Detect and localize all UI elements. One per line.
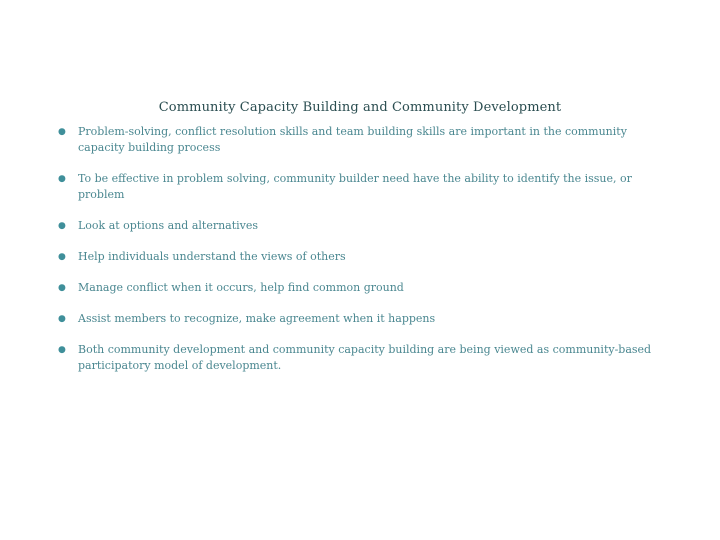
bullet-text: Manage conflict when it occurs, help find common ground: [78, 281, 404, 294]
bullet-text: Problem-solving, conflict resolution skills and team building skills are important in the community capacity building process: [78, 125, 627, 154]
bullet-item: [58, 342, 668, 374]
bullet-item: [58, 171, 668, 203]
bullet-dot-icon: ●: [58, 283, 66, 293]
bullet-text: Help individuals understand the views of others: [78, 250, 346, 263]
bullet-text: Assist members to recognize, make agreement when it happens: [78, 312, 436, 325]
bullet-dot-icon: ●: [58, 127, 66, 137]
bullet-text: To be effective in problem solving, community builder need have the ability to identify the issue, or problem: [78, 172, 632, 201]
bullet-dot-icon: ●: [58, 252, 66, 262]
bullet-item: [58, 280, 668, 296]
bullet-dot-icon: ●: [58, 174, 66, 184]
bullet-item: [58, 311, 668, 327]
bullet-dot-icon: ●: [58, 221, 66, 231]
bullet-item: [58, 249, 668, 265]
bullet-text: Look at options and alternatives: [78, 219, 259, 232]
bullet-dot-icon: ●: [58, 314, 66, 324]
bullet-item: [58, 218, 668, 234]
bullet-dot-icon: ●: [58, 345, 66, 355]
bullet-item: [58, 124, 668, 156]
slide-title: Community Capacity Building and Community Development: [158, 100, 562, 115]
bullet-text: Both community development and community capacity building are being viewed as community-based participatory model of development.: [78, 343, 652, 372]
